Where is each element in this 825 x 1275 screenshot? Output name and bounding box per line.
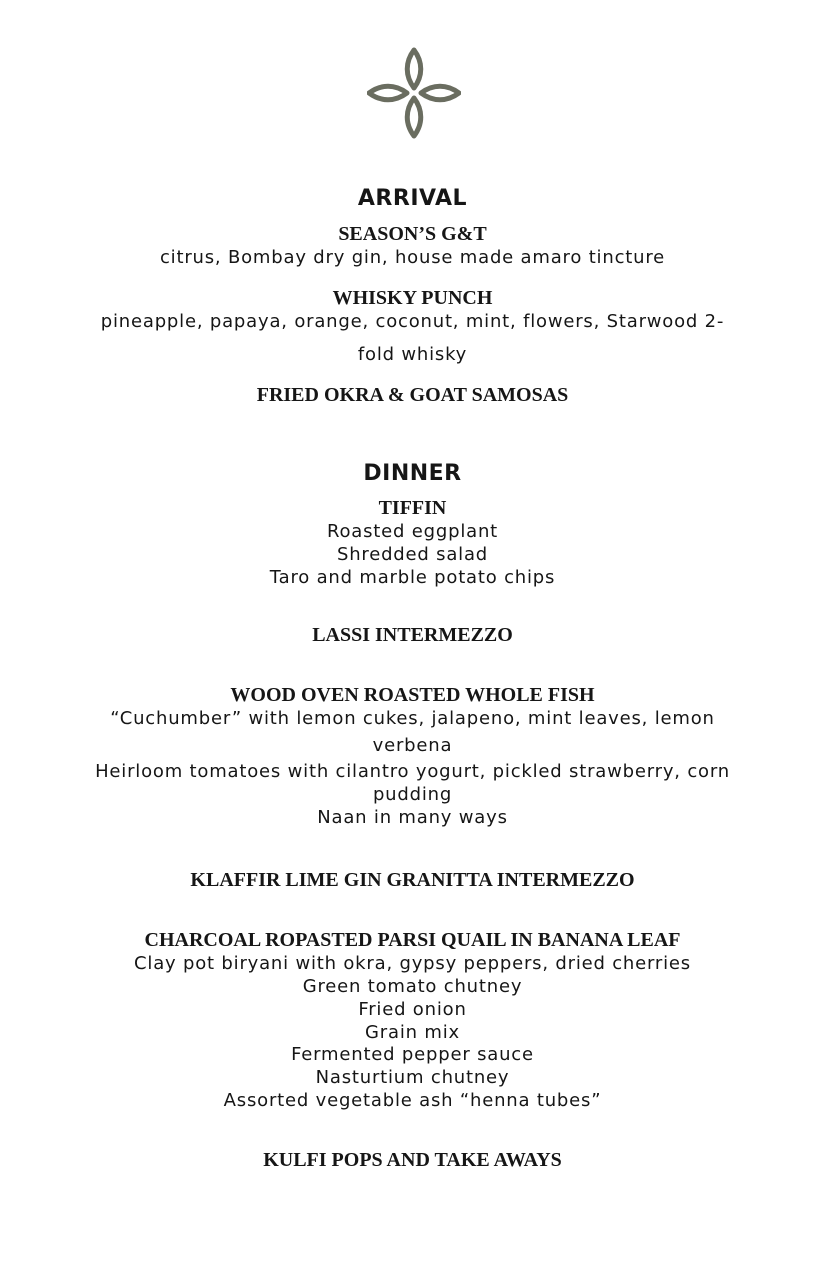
menu-item-name: KLAFFIR LIME GIN GRANITTA INTERMEZZO bbox=[190, 869, 635, 891]
menu-item-description: verbena bbox=[372, 735, 453, 756]
menu-item-description: “Cuchumber” with lemon cukes, jalapeno, mint leaves, lemon bbox=[110, 708, 715, 729]
menu-item-name: WHISKY PUNCH bbox=[332, 287, 493, 309]
menu-item-name: SEASON’S G&T bbox=[338, 223, 487, 245]
menu-item-name: LASSI INTERMEZZO bbox=[312, 624, 513, 646]
menu-item-name: WOOD OVEN ROASTED WHOLE FISH bbox=[230, 684, 595, 706]
menu-item-description: Heirloom tomatoes with cilantro yogurt, pickled strawberry, corn bbox=[95, 761, 730, 782]
menu-item-description: Shredded salad bbox=[336, 544, 489, 565]
menu-item-name: KULFI POPS AND TAKE AWAYS bbox=[263, 1149, 562, 1171]
menu-item-description: Roasted eggplant bbox=[326, 521, 499, 542]
menu-item-description: Assorted vegetable ash “henna tubes” bbox=[223, 1090, 602, 1111]
menu-item-description: Fried onion bbox=[358, 999, 467, 1020]
menu-item-description: citrus, Bombay dry gin, house made amaro tincture bbox=[159, 247, 666, 268]
menu-item-description: Nasturtium chutney bbox=[315, 1067, 510, 1088]
menu-item-description: pineapple, papaya, orange, coconut, mint, flowers, Starwood 2- bbox=[100, 311, 725, 332]
four-petal-leaf-icon bbox=[367, 46, 461, 140]
menu-item-description: Clay pot biryani with okra, gypsy peppers, dried cherries bbox=[134, 953, 691, 974]
menu-item-name: TIFFIN bbox=[378, 497, 447, 519]
menu-item-name: FRIED OKRA & GOAT SAMOSAS bbox=[256, 384, 569, 406]
menu-item-description: Grain mix bbox=[365, 1022, 460, 1043]
menu-item-description: fold whisky bbox=[357, 344, 468, 365]
menu-item-description: pudding bbox=[372, 784, 453, 805]
menu-item-description: Fermented pepper sauce bbox=[291, 1044, 534, 1065]
menu-item-description: Green tomato chutney bbox=[302, 976, 523, 997]
menu-item-name: CHARCOAL ROPASTED PARSI QUAIL IN BANANA LEAF bbox=[144, 929, 681, 951]
section-title-arrival: ARRIVAL bbox=[357, 186, 468, 211]
menu-item-description: Taro and marble potato chips bbox=[269, 567, 556, 588]
menu-item-description: Naan in many ways bbox=[317, 807, 508, 828]
section-title-dinner: DINNER bbox=[363, 461, 462, 486]
